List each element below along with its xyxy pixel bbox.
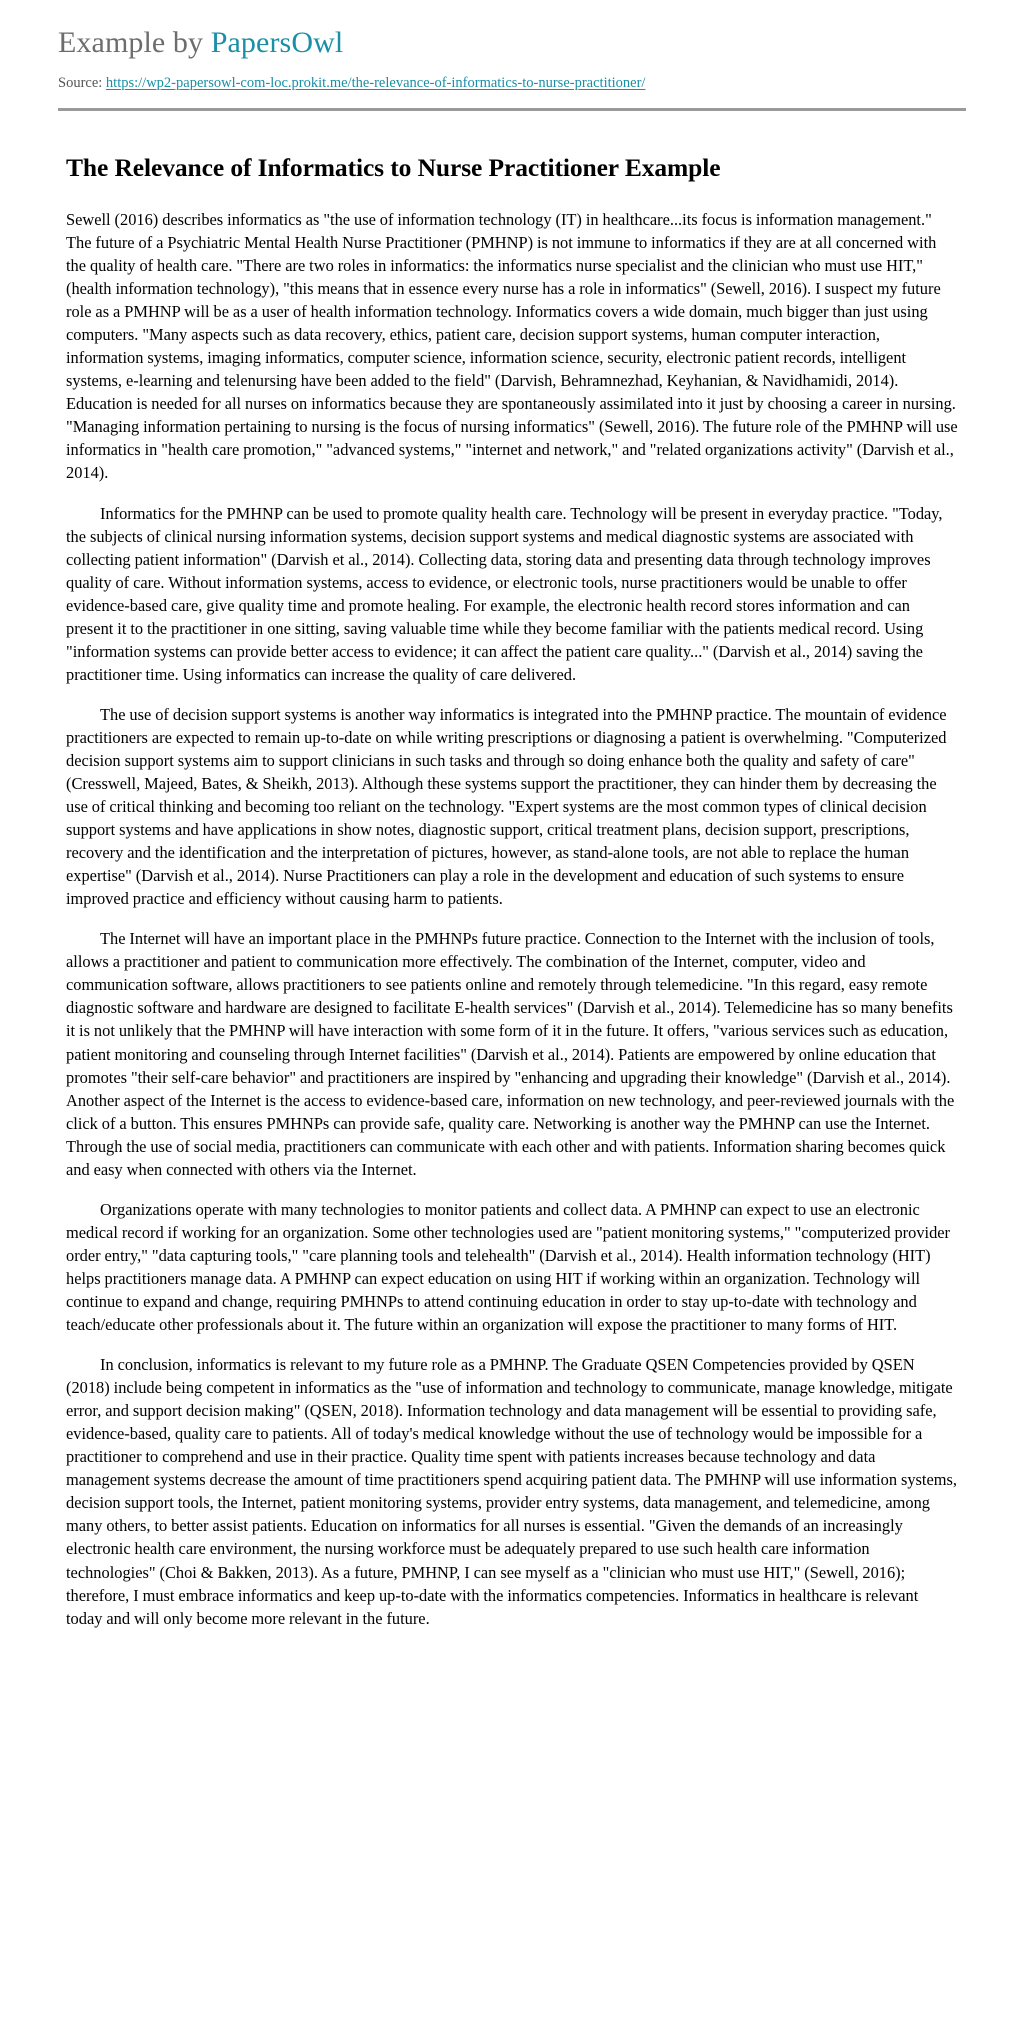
page-title: The Relevance of Informatics to Nurse Practitioner Example — [66, 153, 721, 183]
source-line — [58, 74, 966, 93]
paragraph: The Internet will have an important place in the PMHNPs future practice. Connection to the Internet with the inclusion of tools, allows a practitioner and patient to communication more effectively. The combination of the Internet, computer, video and communication software, allows practitioners to see patients online and remotely through telemedicine. "In this regard, easy remote diagnostic software and hardware are designed to facilitate E-health services" (Darvish et al., 2014). Telemedicine has so many benefits it is not unlikely that the PMHNP will have interaction with some form of it in the future. It offers, "various services such as education, patient monitoring and counseling through Internet facilities" (Darvish et al., 2014). Patients are empowered by online education that promotes "their self-care behavior" and practitioners are inspired by "enhancing and upgrading their knowledge" (Darvish et al., 2014). Another aspect of the Internet is the access to evidence-based care, information on new technology, and peer-reviewed journals with the click of a button. This ensures PMHNPs can provide safe, quality care. Networking is another way the PMHNP can use the Internet. Through the use of social media, practitioners can communicate with each other and with patients. Information sharing becomes quick and easy when connected with others via the Internet. — [66, 929, 955, 1179]
paragraph: The use of decision support systems is another way informatics is integrated into the PMHNP practice. The mountain of evidence practitioners are expected to remain up-to-date on while writing prescriptions or diagnosing a patient is overwhelming. "Computerized decision support systems aim to support clinicians in such tasks and through so doing enhance both the quality and safety of care" (Cresswell, Majeed, Bates, & Sheikh, 2013). Although these systems support the practitioner, they can hinder them by decreasing the use of critical thinking and becoming too reliant on the technology. "Expert systems are the most common types of clinical decision support systems and have applications in show notes, diagnostic support, critical treatment plans, decision support, prescriptions, recovery and the identification and the interpretation of pictures, however, as stand-alone tools, are not able to replace the human expertise" (Darvish et al., 2014). Nurse Practitioners can play a role in the development and education of such systems to ensure improved practice and efficiency without causing harm to patients. — [66, 704, 947, 909]
paragraph: In conclusion, informatics is relevant to my future role as a PMHNP. The Graduate QSEN Competencies provided by QSEN (2018) include being competent in informatics as the "use of information and technology to communicate, manage knowledge, mitigate error, and support decision making" (QSEN, 2018). Information technology and data management will be essential to providing safe, evidence-based, quality care to patients. All of today's medical knowledge without the use of technology would be impossible for a practitioner to comprehend and use in their practice. Quality time spent with patients increases because technology and data management systems decrease the amount of time practitioners spend acquiring patient data. The PMHNP will use information systems, decision support tools, the Internet, patient monitoring systems, provider entry systems, data management, and telemedicine, among many others, to better assist patients. Education on informatics for all nurses is essential. "Given the demands of an increasingly electronic health care environment, the nursing workforce must be adequately prepared to use such health care information technologies" (Choi & Bakken, 2013). As a future, PMHNP, I can see myself as a "clinician who must use HIT," (Sewell, 2016); therefore, I must embrace informatics and keep up-to-date with the informatics competencies. Informatics in healthcare is relevant today and will only become more relevant in the future. — [66, 1355, 957, 1628]
paragraph: Sewell (2016) describes informatics as "the use of information technology (IT) in healthcare...its focus is information management." The future of a Psychiatric Mental Health Nurse Practitioner (PMHNP) is not immune to informatics if they are at all concerned with the quality of health care. "There are two roles in informatics: the informatics nurse specialist and the clinician who must use HIT," (health information technology), "this means that in essence every nurse has a role in informatics" (Sewell, 2016). I suspect my future role as a PMHNP will be as a user of health information technology. Informatics covers a wide domain, much bigger than just using computers. "Many aspects such as data recovery, ethics, patient care, decision support systems, human computer interaction, information systems, imaging informatics, computer science, information science, security, electronic patient records, intelligent systems, e-learning and telenursing have been added to the field" (Darvish, Behramnezhad, Keyhanian, & Navidhamidi, 2014). Education is needed for all nurses on informatics because they are spontaneously assimilated into it just by choosing a career in nursing. "Managing information pertaining to nursing is the focus of nursing informatics" (Sewell, 2016). The future role of the PMHNP will use informatics in "health care promotion," "advanced systems," "internet and network," and "related organizations activity" (Darvish et al., 2014). — [66, 209, 958, 483]
brand-prefix-text: Example by — [58, 26, 211, 59]
essay-content — [66, 208, 958, 1630]
brand-title — [58, 26, 966, 61]
brand-name-papersowl[interactable]: PapersOwl — [210, 26, 344, 59]
source-url-link[interactable]: https://wp2-papersowl-com-loc.prokit.me/the-relevance-of-informatics-to-nurse-practitioner/ — [105, 74, 646, 91]
paragraph: Informatics for the PMHNP can be used to promote quality health care. Technology will be present in everyday practice. "Today, the subjects of clinical nursing information systems, decision support systems and medical diagnostic systems are associated with collecting patient information" (Darvish et al., 2014). Collecting data, storing data and presenting data through technology improves quality of care. Without information systems, access to evidence, or electronic tools, nurse practitioners would be unable to offer evidence-based care, give quality time and promote healing. For example, the electronic health record stores information and can present it to the practitioner in one sitting, saving valuable time while they become familiar with the patients medical record. Using "information systems can provide better access to evidence; it can affect the patient care quality..." (Darvish et al., 2014) saving the practitioner time. Using informatics can increase the quality of care delivered. — [66, 503, 943, 684]
page-header — [58, 0, 966, 92]
article-body — [66, 111, 958, 1629]
paragraph: Organizations operate with many technologies to monitor patients and collect data. A PMHNP can expect to use an electronic medical record if working for an organization. Some other technologies used are "patient monitoring systems," "computerized provider order entry," "data capturing tools," "care planning tools and telehealth" (Darvish et al., 2014). Health information technology (HIT) helps practitioners manage data. A PMHNP can expect education on using HIT if working within an organization. Technology will continue to expand and change, requiring PMHNPs to attend continuing education in order to stay up-to-date with technology and teach/educate other professionals about it. The future within an organization will expose the practitioner to many forms of HIT. — [66, 1199, 950, 1335]
source-label: Source: — [58, 74, 106, 91]
